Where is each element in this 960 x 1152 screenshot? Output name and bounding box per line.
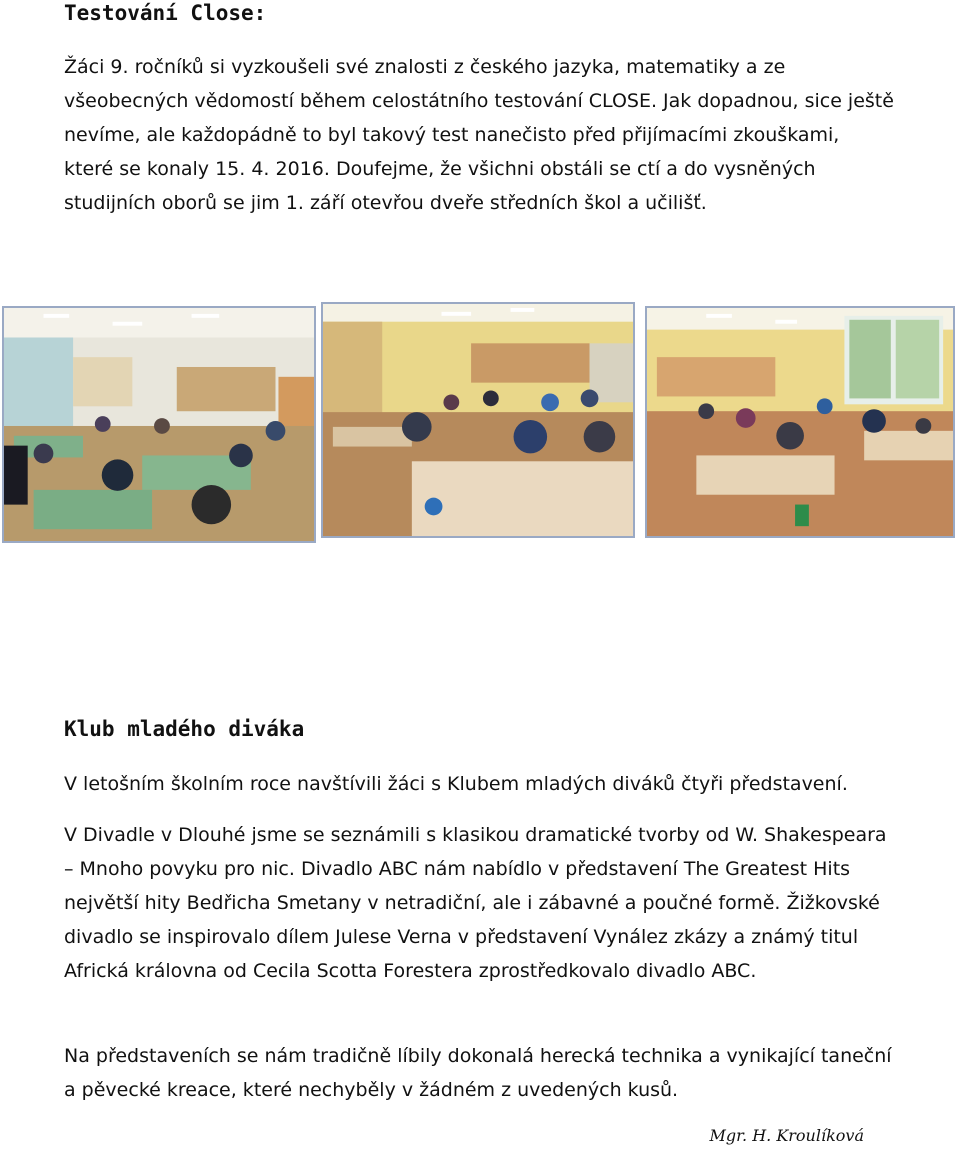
section-title-klub: Klub mladého diváka: [64, 717, 305, 741]
classroom-photo-3: [645, 306, 955, 538]
testovani-paragraph: Žáci 9. ročníků si vyzkoušeli své znalosti z českého jazyka, matematiky a ze všeobecných vědomostí během celostátního testování CLOSE. Jak dopadnou, sice ještě nevíme, ale každopádně to byl takový test nanečisto před přijímacími zkouškami, které se konaly 15. 4. 2016. Doufejme, že všichni obstáli se ctí a do vysněných studijních oborů se jim 1. září otevřou dveře středních škol a učilišť.: [64, 56, 894, 214]
klub-paragraph-1: V letošním školním roce navštívili žáci s Klubem mladých diváků čtyři představení.: [64, 773, 848, 795]
klub-paragraph-3: Na představeních se nám tradičně líbily dokonalá herecká technika a vynikající taneční a pěvecké kreace, které nechyběly v žádném z uvedených kusů.: [64, 1045, 892, 1101]
classroom-photo-2-icon: [323, 304, 633, 536]
classroom-photo-2: [321, 302, 635, 538]
author-signature: Mgr. H. Kroulíková: [709, 1126, 864, 1145]
section-title-testovani: Testování Close:: [64, 1, 267, 25]
classroom-photo-1: [2, 306, 316, 543]
klub-paragraph-2: V Divadle v Dlouhé jsme se seznámili s klasikou dramatické tvorby od W. Shakespeara – Mnoho povyku pro nic. Divadlo ABC nám nabídlo v představení The Greatest Hits největší hity Bedřicha Smetany v netradiční, ale i zábavné a poučné formě. Žižkovské divadlo se inspirovalo dílem Julese Verna v představení Vynález zkázy a známý titul Africká královna od Cecila Scotta Forestera zprostředkovalo divadlo ABC.: [64, 824, 887, 982]
classroom-photo-3-icon: [647, 308, 953, 536]
classroom-photo-1-icon: [4, 308, 314, 541]
